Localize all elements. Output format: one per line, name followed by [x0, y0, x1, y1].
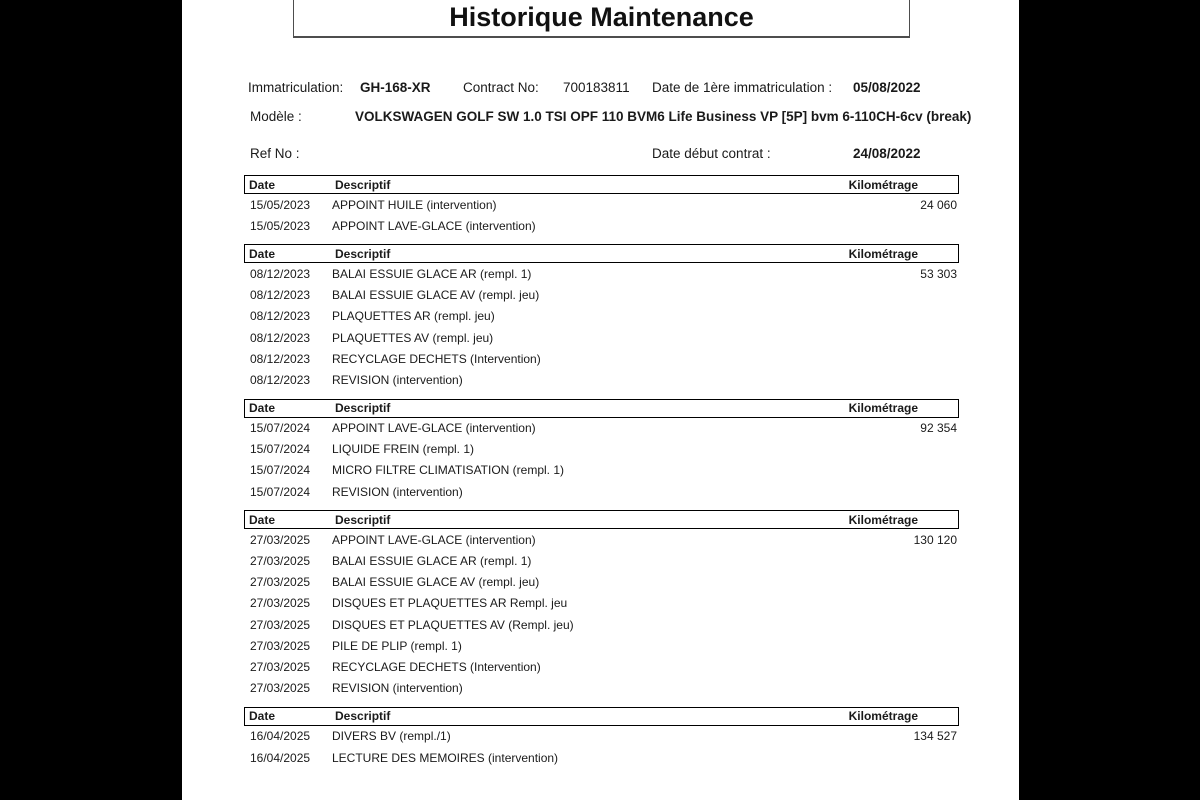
- column-header-descriptif: Descriptif: [335, 512, 391, 527]
- model-label: Modèle :: [250, 109, 302, 124]
- maintenance-table-section: [244, 175, 959, 236]
- cell-date: 08/12/2023: [250, 372, 311, 387]
- cell-date: 15/05/2023: [250, 218, 311, 233]
- cell-date: 15/07/2024: [250, 484, 311, 499]
- table-row: [244, 439, 959, 460]
- maintenance-table-section: [244, 244, 959, 390]
- column-header-kilometrage: Kilométrage: [848, 246, 918, 261]
- cell-descriptif: RECYCLAGE DECHETS (Intervention): [332, 351, 541, 366]
- immatriculation-value: GH-168-XR: [360, 80, 431, 95]
- table-row: [244, 572, 959, 593]
- column-header-kilometrage: Kilométrage: [848, 401, 918, 415]
- table-row: [244, 327, 959, 348]
- maintenance-table-section: [244, 510, 959, 699]
- cell-date: 27/03/2025: [250, 532, 311, 547]
- cell-date: 16/04/2025: [250, 729, 311, 744]
- cell-descriptif: MICRO FILTRE CLIMATISATION (rempl. 1): [332, 463, 565, 478]
- ref-no-label: Ref No :: [250, 146, 300, 161]
- cell-date: 15/07/2024: [250, 442, 311, 457]
- table-row: [244, 369, 959, 390]
- cell-date: 08/12/2023: [250, 351, 311, 366]
- table-header-row: [244, 244, 959, 263]
- table-row: [244, 418, 959, 439]
- cell-date: 27/03/2025: [250, 575, 311, 590]
- table-row: [244, 678, 959, 699]
- table-row: [244, 285, 959, 306]
- maintenance-table-section: [244, 399, 959, 503]
- cell-descriptif: APPOINT LAVE-GLACE (intervention): [332, 218, 536, 233]
- title-box: [293, 0, 910, 38]
- table-row: [244, 263, 959, 284]
- cell-descriptif: APPOINT LAVE-GLACE (intervention): [332, 421, 536, 436]
- table-row: [244, 726, 959, 747]
- maintenance-tables: [244, 175, 959, 776]
- table-header-row: [244, 707, 959, 726]
- column-header-kilometrage: Kilométrage: [848, 177, 918, 192]
- first-registration-date: 05/08/2022: [853, 80, 921, 95]
- cell-kilometrage: 130 120: [913, 532, 957, 547]
- table-row: [244, 635, 959, 656]
- table-row: [244, 656, 959, 677]
- cell-descriptif: LIQUIDE FREIN (rempl. 1): [332, 442, 475, 457]
- table-row: [244, 460, 959, 481]
- cell-descriptif: RECYCLAGE DECHETS (Intervention): [332, 659, 541, 674]
- cell-descriptif: LECTURE DES MEMOIRES (intervention): [332, 750, 559, 765]
- table-row: [244, 614, 959, 635]
- cell-date: 15/07/2024: [250, 421, 311, 436]
- model-value: VOLKSWAGEN GOLF SW 1.0 TSI OPF 110 BVM6 Life Business VP [5P] bvm 6-110CH-6cv (break): [355, 109, 972, 124]
- cell-date: 27/03/2025: [250, 596, 311, 611]
- contract-no-label: Contract No:: [463, 80, 539, 95]
- table-row: [244, 348, 959, 369]
- column-header-date: Date: [249, 246, 276, 261]
- cell-descriptif: BALAI ESSUIE GLACE AV (rempl. jeu): [332, 288, 540, 303]
- page-title: Historique Maintenance: [449, 2, 754, 32]
- cell-date: 27/03/2025: [250, 659, 311, 674]
- cell-descriptif: REVISION (intervention): [332, 681, 463, 696]
- cell-date: 08/12/2023: [250, 330, 311, 345]
- table-row: [244, 215, 959, 236]
- cell-date: 08/12/2023: [250, 309, 311, 324]
- table-row: [244, 306, 959, 327]
- contract-start-date: 24/08/2022: [853, 146, 921, 161]
- cell-descriptif: PLAQUETTES AV (rempl. jeu): [332, 330, 494, 345]
- cell-date: 08/12/2023: [250, 266, 311, 281]
- cell-kilometrage: 53 303: [920, 266, 957, 281]
- cell-date: 16/04/2025: [250, 750, 311, 765]
- cell-kilometrage: 24 060: [920, 197, 957, 212]
- cell-descriptif: DISQUES ET PLAQUETTES AR Rempl. jeu: [332, 596, 568, 611]
- table-header-row: [244, 510, 959, 529]
- column-header-descriptif: Descriptif: [335, 401, 391, 415]
- column-header-date: Date: [249, 177, 276, 192]
- cell-descriptif: PILE DE PLIP (rempl. 1): [332, 638, 462, 653]
- column-header-descriptif: Descriptif: [335, 709, 391, 724]
- table-row: [244, 481, 959, 502]
- cell-kilometrage: 134 527: [913, 729, 957, 744]
- cell-descriptif: REVISION (intervention): [332, 372, 463, 387]
- immatriculation-label: Immatriculation:: [248, 80, 344, 95]
- column-header-date: Date: [249, 709, 276, 724]
- cell-descriptif: PLAQUETTES AR (rempl. jeu): [332, 309, 495, 324]
- first-registration-label: Date de 1ère immatriculation :: [652, 80, 833, 95]
- cell-descriptif: DIVERS BV (rempl./1): [332, 729, 451, 744]
- cell-descriptif: APPOINT LAVE-GLACE (intervention): [332, 532, 536, 547]
- table-row: [244, 550, 959, 571]
- column-header-date: Date: [249, 401, 276, 415]
- column-header-kilometrage: Kilométrage: [848, 512, 918, 527]
- table-header-row: [244, 175, 959, 194]
- cell-date: 15/07/2024: [250, 463, 311, 478]
- cell-descriptif: REVISION (intervention): [332, 484, 463, 499]
- column-header-descriptif: Descriptif: [335, 246, 391, 261]
- cell-date: 27/03/2025: [250, 617, 311, 632]
- cell-date: 27/03/2025: [250, 681, 311, 696]
- cell-descriptif: BALAI ESSUIE GLACE AR (rempl. 1): [332, 266, 532, 281]
- column-header-date: Date: [249, 512, 276, 527]
- cell-date: 27/03/2025: [250, 554, 311, 569]
- cell-descriptif: BALAI ESSUIE GLACE AR (rempl. 1): [332, 554, 532, 569]
- table-header-row: [244, 399, 959, 418]
- table-row: [244, 194, 959, 215]
- cell-date: 15/05/2023: [250, 197, 311, 212]
- cell-date: 08/12/2023: [250, 288, 311, 303]
- cell-descriptif: DISQUES ET PLAQUETTES AV (Rempl. jeu): [332, 617, 574, 632]
- cell-date: 27/03/2025: [250, 638, 311, 653]
- cell-descriptif: APPOINT HUILE (intervention): [332, 197, 497, 212]
- cell-descriptif: BALAI ESSUIE GLACE AV (rempl. jeu): [332, 575, 540, 590]
- table-row: [244, 593, 959, 614]
- cell-kilometrage: 92 354: [920, 421, 957, 436]
- table-row: [244, 529, 959, 550]
- table-row: [244, 747, 959, 768]
- column-header-descriptif: Descriptif: [335, 177, 391, 192]
- maintenance-table-section: [244, 707, 959, 768]
- contract-no-value: 700183811: [563, 80, 630, 95]
- document-page: [182, 0, 1019, 800]
- contract-start-label: Date début contrat :: [652, 146, 771, 161]
- column-header-kilometrage: Kilométrage: [848, 709, 918, 724]
